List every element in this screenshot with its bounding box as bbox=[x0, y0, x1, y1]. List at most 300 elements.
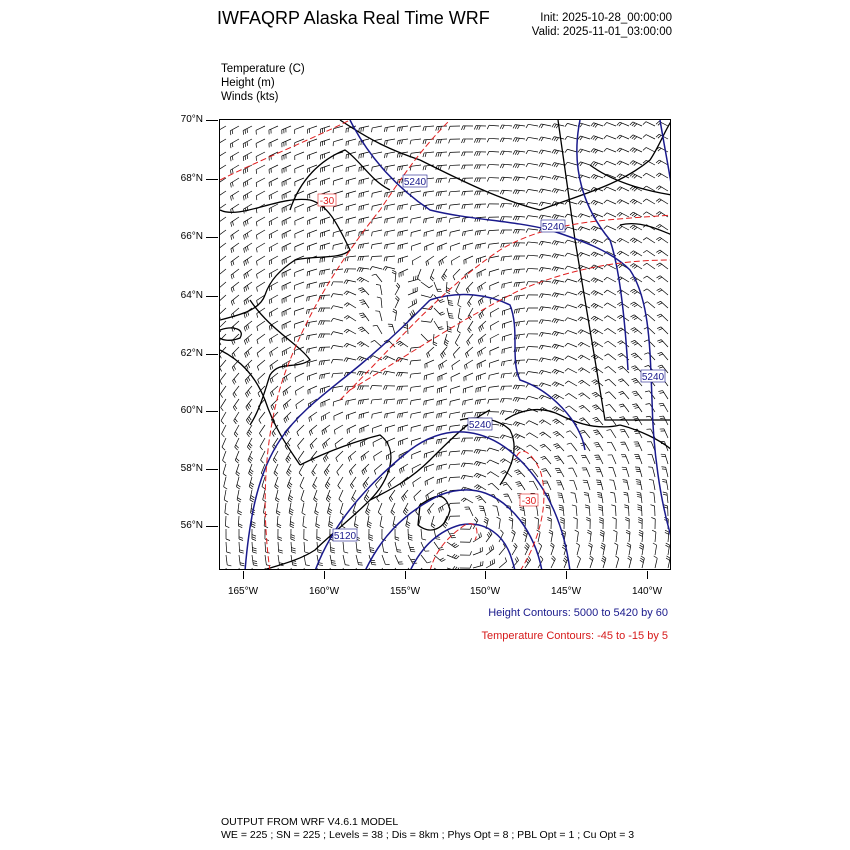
wind-barb-feather bbox=[482, 338, 483, 342]
wind-barb bbox=[589, 506, 590, 516]
lat-tick bbox=[206, 120, 218, 121]
wind-barb-feather bbox=[593, 343, 596, 346]
wind-barb-feather bbox=[661, 467, 665, 468]
wind-barb-feather bbox=[620, 368, 624, 370]
wind-barb bbox=[489, 230, 499, 231]
wind-barb bbox=[256, 126, 265, 130]
wind-barb-feather bbox=[436, 219, 437, 223]
wind-barb-feather bbox=[226, 539, 230, 540]
wind-barb-feather bbox=[439, 299, 443, 300]
wind-barb-feather bbox=[599, 517, 603, 519]
wind-barb-feather bbox=[367, 508, 370, 511]
wind-barb bbox=[503, 321, 512, 324]
wind-barb-feather bbox=[232, 130, 233, 134]
wind-barb bbox=[528, 176, 538, 178]
wind-barb bbox=[608, 341, 616, 347]
wind-barb-feather bbox=[412, 301, 413, 305]
wind-barb-feather bbox=[250, 456, 253, 459]
wind-barb-feather bbox=[397, 552, 401, 553]
wind-barb-feather bbox=[543, 470, 547, 471]
wind-barb bbox=[282, 152, 291, 156]
wind-barb-feather bbox=[474, 178, 476, 182]
wind-barb-feather bbox=[350, 485, 352, 489]
wind-barb-feather bbox=[441, 205, 442, 209]
wind-barb-feather bbox=[234, 379, 236, 383]
wind-barb-feather bbox=[556, 151, 558, 155]
wind-barb bbox=[641, 506, 642, 516]
wind-barb-feather bbox=[658, 290, 662, 292]
wind-barb-feather bbox=[403, 496, 405, 500]
wind-barb-feather bbox=[397, 193, 398, 197]
wind-barb-feather bbox=[440, 165, 441, 169]
wind-barb-feather bbox=[346, 245, 347, 249]
wind-barb-feather bbox=[444, 274, 447, 277]
wind-barb-feather bbox=[362, 303, 366, 304]
wind-barb-feather bbox=[402, 498, 404, 502]
wind-barb bbox=[308, 230, 317, 234]
wind-barb-feather bbox=[387, 414, 388, 418]
wind-barb-feather bbox=[449, 179, 450, 183]
wind-barb-feather bbox=[478, 499, 482, 501]
wind-barb bbox=[635, 340, 642, 347]
wind-barb bbox=[282, 217, 291, 221]
wind-barb-feather bbox=[592, 405, 596, 407]
wind-barb-feather bbox=[658, 365, 662, 366]
wind-barb bbox=[437, 464, 447, 466]
wind-barb bbox=[463, 386, 473, 389]
wind-barb-feather bbox=[517, 436, 520, 439]
wind-barb-feather bbox=[352, 483, 354, 487]
wind-barb bbox=[321, 152, 330, 155]
legend-winds: Winds (kts) bbox=[221, 91, 279, 103]
wind-barb bbox=[489, 373, 499, 375]
wind-barb-feather bbox=[385, 357, 388, 360]
wind-barb-feather bbox=[554, 293, 556, 297]
wind-barb-feather bbox=[487, 125, 489, 129]
wind-barb-feather bbox=[659, 367, 663, 368]
wind-barb-feather bbox=[604, 226, 607, 229]
wind-barb-feather bbox=[595, 395, 599, 397]
wind-barb bbox=[348, 451, 356, 457]
wind-barb-feather bbox=[256, 183, 257, 187]
west-coast-yk-delta bbox=[220, 350, 300, 465]
wind-barb bbox=[515, 347, 525, 348]
wind-barb-feather bbox=[360, 386, 362, 390]
wind-barb-feather bbox=[461, 451, 463, 455]
height-label bbox=[403, 175, 427, 188]
wind-barb-feather bbox=[634, 382, 638, 383]
wind-barb bbox=[372, 126, 382, 128]
wind-barb-feather bbox=[256, 235, 257, 239]
wind-barb bbox=[408, 279, 418, 282]
wind-barb-feather bbox=[256, 209, 257, 213]
wind-barb bbox=[607, 135, 616, 139]
wind-barb-feather bbox=[643, 173, 646, 176]
wind-barb-feather bbox=[475, 413, 476, 417]
wind-barb bbox=[642, 532, 643, 542]
wind-barb-feather bbox=[353, 497, 356, 500]
wind-barb-feather bbox=[377, 498, 380, 501]
wind-barb-feather bbox=[247, 220, 248, 224]
wind-barb bbox=[489, 386, 499, 387]
wind-barb-feather bbox=[346, 232, 347, 236]
wind-barb-feather bbox=[551, 543, 554, 546]
wind-barb-feather bbox=[620, 393, 624, 394]
wind-barb-feather bbox=[365, 497, 368, 500]
wind-barb-feather bbox=[397, 400, 398, 404]
wind-barb-feather bbox=[410, 140, 411, 144]
wind-barb-feather bbox=[436, 440, 437, 444]
wind-barb-feather bbox=[457, 331, 460, 334]
wind-barb-feather bbox=[590, 556, 593, 559]
wind-barb-feather bbox=[634, 240, 637, 243]
wind-barb-feather bbox=[643, 250, 646, 252]
wind-barb bbox=[615, 506, 616, 516]
wind-barb bbox=[377, 325, 382, 334]
wind-barb-feather bbox=[321, 417, 322, 421]
wind-barb-feather bbox=[564, 558, 567, 561]
wind-barb-feather bbox=[514, 269, 515, 273]
wind-barb-feather bbox=[509, 519, 513, 521]
wind-barb-feather bbox=[336, 458, 338, 462]
wind-barb-feather bbox=[400, 206, 401, 210]
wind-barb-feather bbox=[632, 265, 635, 268]
wind-barb-feather bbox=[602, 558, 605, 561]
wind-barb bbox=[372, 412, 382, 414]
wind-barb-feather bbox=[455, 343, 458, 346]
wind-barb-feather bbox=[359, 313, 363, 314]
wind-barb-feather bbox=[624, 494, 628, 495]
wind-barb bbox=[437, 139, 447, 140]
wind-barb bbox=[282, 295, 291, 299]
wind-barb-feather bbox=[440, 549, 444, 550]
wind-barb bbox=[269, 295, 278, 300]
wind-barb bbox=[567, 123, 577, 126]
lat-label-66: 66°N bbox=[180, 231, 203, 242]
wind-barb bbox=[437, 152, 447, 153]
wind-barb-feather bbox=[501, 471, 505, 473]
wind-barb-feather bbox=[231, 249, 232, 253]
wind-barb-feather bbox=[348, 232, 349, 236]
wind-barb-feather bbox=[595, 124, 598, 127]
wind-barb-feather bbox=[231, 301, 232, 305]
wind-barb bbox=[477, 360, 486, 364]
wind-barb-feather bbox=[617, 328, 621, 330]
wind-barb bbox=[220, 165, 226, 170]
wind-barb-feather bbox=[515, 164, 517, 168]
wind-barb-feather bbox=[515, 151, 517, 155]
wind-barb-feather bbox=[332, 270, 333, 274]
wind-barb bbox=[346, 204, 356, 207]
wind-barb bbox=[295, 152, 304, 156]
wind-barb-feather bbox=[591, 162, 594, 165]
wind-barb-feather bbox=[278, 539, 282, 541]
wind-barb-feather bbox=[439, 426, 440, 430]
wind-barb-feather bbox=[565, 356, 568, 359]
wind-barb-feather bbox=[358, 288, 362, 290]
wind-barb-feather bbox=[634, 137, 637, 140]
wind-barb bbox=[508, 494, 512, 503]
wind-barb-feather bbox=[344, 552, 348, 553]
wind-barb-feather bbox=[487, 151, 489, 155]
wind-barb-feather bbox=[331, 345, 333, 349]
wind-barb-feather bbox=[248, 351, 250, 355]
wind-barb-feather bbox=[359, 357, 362, 360]
wind-barb-feather bbox=[372, 219, 373, 223]
wind-barb bbox=[655, 545, 657, 555]
wind-barb-feather bbox=[372, 180, 373, 184]
wind-barb-feather bbox=[589, 543, 593, 545]
wind-barb-feather bbox=[293, 565, 297, 566]
wind-barb bbox=[282, 282, 291, 286]
wind-barb-feather bbox=[392, 510, 395, 513]
wind-barb bbox=[623, 391, 629, 399]
wind-barb bbox=[312, 464, 317, 472]
wind-barb bbox=[581, 330, 590, 334]
wind-barb-feather bbox=[579, 393, 583, 395]
wind-barb bbox=[489, 436, 499, 438]
wind-barb bbox=[424, 126, 434, 127]
wind-barb-feather bbox=[552, 357, 555, 360]
wind-barb-feather bbox=[344, 372, 346, 376]
wind-barb bbox=[489, 269, 499, 272]
wind-barb bbox=[359, 412, 369, 415]
wind-barb-feather bbox=[346, 330, 349, 333]
wind-barb-feather bbox=[606, 417, 610, 418]
wind-barb bbox=[476, 217, 486, 218]
wind-barb-feather bbox=[247, 142, 248, 146]
wind-barb bbox=[359, 399, 369, 400]
wind-barb bbox=[455, 334, 460, 343]
wind-barb-feather bbox=[323, 458, 325, 462]
wind-barb-feather bbox=[449, 305, 453, 306]
wind-barb bbox=[567, 162, 577, 165]
wind-barb-feather bbox=[247, 434, 250, 437]
wind-barb-feather bbox=[319, 283, 320, 287]
wind-barb-feather bbox=[487, 164, 489, 168]
wind-barb-feather bbox=[659, 354, 663, 355]
wind-barb-feather bbox=[449, 165, 450, 169]
wind-barb bbox=[226, 555, 227, 565]
wind-barb-feather bbox=[313, 486, 316, 489]
wind-barb-feather bbox=[359, 232, 360, 236]
wind-barb-feather bbox=[323, 321, 325, 325]
wind-barb-feather bbox=[631, 328, 635, 330]
wind-barb bbox=[337, 464, 343, 472]
wind-barb-feather bbox=[635, 433, 639, 434]
wind-barb bbox=[616, 558, 619, 568]
wind-barb-feather bbox=[502, 448, 505, 451]
wind-barb bbox=[567, 175, 577, 178]
wind-barb-feather bbox=[414, 300, 415, 304]
wind-barb-feather bbox=[503, 386, 504, 390]
wind-barb-feather bbox=[454, 555, 457, 558]
wind-barb-feather bbox=[475, 204, 476, 208]
wind-barb-feather bbox=[479, 178, 481, 182]
wind-barb bbox=[639, 467, 642, 477]
wind-barb-feather bbox=[338, 486, 341, 489]
wind-barb bbox=[313, 477, 317, 486]
wind-barb bbox=[287, 464, 291, 473]
wind-barb bbox=[453, 347, 460, 354]
wind-barb-feather bbox=[549, 532, 553, 534]
wind-barb bbox=[330, 542, 331, 552]
wind-barb-feather bbox=[591, 278, 594, 281]
wind-barb-feather bbox=[386, 456, 387, 460]
wind-barb-feather bbox=[502, 125, 504, 129]
wind-barb-feather bbox=[556, 434, 560, 436]
lat-label-62: 62°N bbox=[180, 348, 203, 359]
wind-barb-feather bbox=[410, 313, 412, 317]
wind-barb-feather bbox=[404, 327, 408, 328]
wind-barb bbox=[282, 269, 291, 273]
wind-barb-feather bbox=[244, 288, 245, 292]
wind-barb bbox=[411, 399, 421, 401]
wind-barb-feather bbox=[516, 348, 517, 352]
wind-barb-feather bbox=[634, 343, 638, 345]
wind-barb-feather bbox=[513, 151, 515, 155]
wind-barb bbox=[489, 399, 499, 400]
wind-barb bbox=[257, 360, 265, 366]
wind-barb bbox=[437, 477, 447, 480]
wind-barb-feather bbox=[541, 294, 543, 298]
wind-barb-feather bbox=[444, 344, 447, 347]
wind-barb-feather bbox=[620, 406, 624, 407]
wind-barb-feather bbox=[593, 201, 596, 204]
wind-barb bbox=[434, 542, 440, 550]
lon-tick bbox=[405, 571, 406, 579]
wind-barb bbox=[388, 477, 395, 484]
temperature-label bbox=[520, 494, 538, 507]
wind-barb-feather bbox=[565, 266, 568, 269]
wind-barb bbox=[621, 341, 629, 347]
wind-barb bbox=[295, 334, 304, 337]
wind-barb-feather bbox=[633, 393, 637, 394]
wind-barb-feather bbox=[271, 406, 273, 410]
wind-barb-feather bbox=[476, 437, 478, 441]
wind-barb bbox=[307, 269, 317, 272]
wind-barb-feather bbox=[663, 494, 667, 495]
st-lawrence-island bbox=[220, 328, 241, 340]
wind-barb-feather bbox=[277, 511, 281, 513]
wind-barb-feather bbox=[619, 329, 623, 331]
wind-barb bbox=[308, 386, 317, 390]
wind-barb bbox=[476, 386, 486, 388]
wind-barb-feather bbox=[371, 256, 372, 260]
wind-barb-feather bbox=[425, 153, 426, 157]
wind-barb-feather bbox=[360, 244, 361, 248]
wind-barb-feather bbox=[595, 305, 598, 308]
wind-barb bbox=[333, 306, 343, 308]
wind-barb-feather bbox=[321, 308, 322, 312]
wind-barb-feather bbox=[482, 299, 483, 303]
wind-barb bbox=[295, 178, 304, 182]
wind-barb-feather bbox=[479, 437, 481, 441]
wind-barb-feather bbox=[628, 558, 631, 560]
wind-barb bbox=[246, 399, 252, 407]
wind-barb bbox=[620, 225, 629, 230]
wind-barb-feather bbox=[560, 522, 564, 524]
wind-barb-feather bbox=[252, 537, 256, 539]
wind-barb-feather bbox=[408, 535, 412, 536]
wind-barb-feather bbox=[598, 509, 602, 510]
wind-barb bbox=[529, 421, 538, 425]
wind-barb-feather bbox=[413, 483, 414, 487]
wind-barb bbox=[424, 191, 434, 192]
wind-barb-feather bbox=[441, 355, 443, 359]
wind-barb-feather bbox=[247, 298, 248, 302]
wind-barb-feather bbox=[467, 342, 469, 346]
wind-barb bbox=[490, 360, 499, 363]
wind-barb-feather bbox=[271, 221, 272, 225]
wind-barb bbox=[664, 429, 668, 438]
wind-barb-feather bbox=[364, 441, 365, 445]
wind-barb-feather bbox=[636, 480, 640, 481]
wind-barb-feather bbox=[539, 241, 541, 245]
wind-barb-feather bbox=[526, 321, 528, 325]
wind-barb-feather bbox=[632, 213, 635, 216]
wind-barb bbox=[421, 282, 429, 288]
wind-barb-feather bbox=[430, 278, 433, 281]
wind-barb-feather bbox=[410, 348, 411, 352]
wind-barb-feather bbox=[439, 312, 443, 314]
wind-barb-feather bbox=[251, 495, 255, 497]
wind-barb bbox=[295, 165, 304, 169]
wind-barb-feather bbox=[540, 556, 543, 559]
wind-barb bbox=[611, 430, 616, 438]
wind-barb bbox=[660, 212, 668, 217]
wind-barb-feather bbox=[477, 231, 478, 235]
wind-barb-feather bbox=[271, 338, 272, 342]
wind-barb bbox=[668, 532, 669, 542]
wind-barb-feather bbox=[279, 550, 283, 551]
wind-barb-feather bbox=[258, 380, 260, 384]
wind-barb-feather bbox=[284, 351, 285, 355]
wind-barb bbox=[647, 276, 655, 282]
wind-barb-feather bbox=[656, 160, 659, 163]
wind-barb-feather bbox=[348, 401, 349, 405]
wind-barb bbox=[567, 136, 577, 139]
wind-barb-feather bbox=[630, 135, 633, 138]
wind-barb bbox=[608, 366, 616, 373]
wind-barb bbox=[641, 493, 642, 503]
wind-barb-feather bbox=[345, 565, 349, 566]
wind-barb-feather bbox=[541, 137, 543, 141]
wind-barb bbox=[463, 412, 473, 413]
wind-barb bbox=[372, 243, 382, 245]
wind-barb-feather bbox=[425, 166, 426, 170]
wind-barb-feather bbox=[408, 537, 412, 538]
wind-barb-feather bbox=[606, 404, 610, 405]
wind-barb-feather bbox=[275, 484, 278, 487]
wind-barb-feather bbox=[643, 212, 646, 215]
wind-barb-feather bbox=[595, 241, 598, 244]
wind-barb bbox=[659, 186, 668, 191]
wind-barb-feather bbox=[324, 472, 326, 476]
wind-barb-feather bbox=[565, 214, 568, 217]
wind-barb-feather bbox=[291, 535, 295, 537]
wind-barb-feather bbox=[436, 179, 437, 183]
wind-barb-feather bbox=[502, 472, 506, 474]
wind-barb-feather bbox=[617, 251, 620, 254]
wind-barb-feather bbox=[387, 206, 388, 210]
wind-barb-feather bbox=[518, 385, 520, 389]
wind-barb bbox=[265, 542, 266, 552]
wind-barb-feather bbox=[634, 318, 638, 320]
wind-barb-feather bbox=[503, 217, 505, 221]
wind-barb-feather bbox=[539, 358, 541, 362]
temperature-label-text: -30 bbox=[319, 196, 335, 207]
